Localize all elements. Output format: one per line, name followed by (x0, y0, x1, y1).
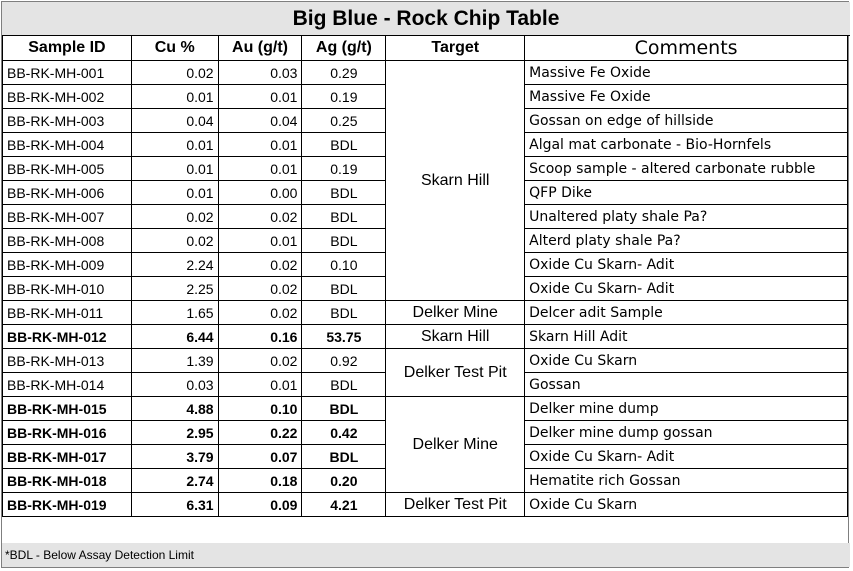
au-cell: 0.01 (218, 373, 302, 397)
au-cell: 0.02 (218, 253, 302, 277)
au-cell: 0.02 (218, 301, 302, 325)
au-cell: 0.10 (218, 397, 302, 421)
sample-id-cell: BB-RK-MH-018 (3, 469, 132, 493)
cu-cell: 0.03 (131, 373, 218, 397)
comment-cell: Alterd platy shale Pa? (525, 229, 848, 253)
target-cell: Delker Mine (386, 397, 525, 493)
comment-cell: Delker mine dump (525, 397, 848, 421)
table-row (3, 61, 848, 85)
cu-cell: 2.24 (131, 253, 218, 277)
header-au: Au (g/t) (218, 36, 302, 61)
sample-id-cell: BB-RK-MH-006 (3, 181, 132, 205)
comment-cell: Oxide Cu Skarn- Adit (525, 277, 848, 301)
table-row (3, 349, 848, 373)
cu-cell: 6.31 (131, 493, 218, 517)
comment-cell: Oxide Cu Skarn (525, 493, 848, 517)
target-cell: Delker Test Pit (386, 349, 525, 397)
au-cell: 0.00 (218, 181, 302, 205)
target-cell: Delker Test Pit (386, 493, 525, 517)
comment-cell: Oxide Cu Skarn (525, 349, 848, 373)
au-cell: 0.03 (218, 61, 302, 85)
table-row (3, 397, 848, 421)
cu-cell: 0.01 (131, 133, 218, 157)
sample-id-cell: BB-RK-MH-005 (3, 157, 132, 181)
cu-cell: 2.95 (131, 421, 218, 445)
target-cell: Skarn Hill (386, 325, 525, 349)
target-cell: Skarn Hill (386, 61, 525, 301)
comment-cell: Skarn Hill Adit (525, 325, 848, 349)
rock-chip-table (2, 35, 848, 517)
sample-id-cell: BB-RK-MH-010 (3, 277, 132, 301)
table-row (3, 325, 848, 349)
cu-cell: 0.02 (131, 205, 218, 229)
header-comments: Comments (525, 36, 848, 61)
table-title: Big Blue - Rock Chip Table (2, 2, 850, 36)
sample-id-cell: BB-RK-MH-019 (3, 493, 132, 517)
header-sample-id: Sample ID (3, 36, 132, 61)
au-cell: 0.18 (218, 469, 302, 493)
sample-id-cell: BB-RK-MH-009 (3, 253, 132, 277)
cu-cell: 4.88 (131, 397, 218, 421)
ag-cell: BDL (302, 133, 386, 157)
ag-cell: BDL (302, 445, 386, 469)
header-row (3, 36, 848, 61)
ag-cell: 0.19 (302, 85, 386, 109)
au-cell: 0.07 (218, 445, 302, 469)
cu-cell: 0.01 (131, 157, 218, 181)
sample-id-cell: BB-RK-MH-004 (3, 133, 132, 157)
au-cell: 0.01 (218, 157, 302, 181)
footnote: *BDL - Below Assay Detection Limit (2, 543, 850, 567)
comment-cell: Algal mat carbonate - Bio-Hornfels (525, 133, 848, 157)
ag-cell: 0.19 (302, 157, 386, 181)
comment-cell: Massive Fe Oxide (525, 61, 848, 85)
ag-cell: 53.75 (302, 325, 386, 349)
au-cell: 0.02 (218, 205, 302, 229)
ag-cell: BDL (302, 301, 386, 325)
cu-cell: 0.01 (131, 85, 218, 109)
ag-cell: 0.10 (302, 253, 386, 277)
sample-id-cell: BB-RK-MH-015 (3, 397, 132, 421)
au-cell: 0.09 (218, 493, 302, 517)
ag-cell: 0.20 (302, 469, 386, 493)
comment-cell: Delcer adit Sample (525, 301, 848, 325)
ag-cell: 0.25 (302, 109, 386, 133)
target-cell: Delker Mine (386, 301, 525, 325)
ag-cell: BDL (302, 205, 386, 229)
cu-cell: 6.44 (131, 325, 218, 349)
au-cell: 0.01 (218, 133, 302, 157)
sample-id-cell: BB-RK-MH-008 (3, 229, 132, 253)
cu-cell: 2.25 (131, 277, 218, 301)
comment-cell: Gossan (525, 373, 848, 397)
comment-cell: Unaltered platy shale Pa? (525, 205, 848, 229)
comment-cell: Scoop sample - altered carbonate rubble (525, 157, 848, 181)
sample-id-cell: BB-RK-MH-007 (3, 205, 132, 229)
comment-cell: Hematite rich Gossan (525, 469, 848, 493)
au-cell: 0.22 (218, 421, 302, 445)
comment-cell: QFP Dike (525, 181, 848, 205)
sample-id-cell: BB-RK-MH-003 (3, 109, 132, 133)
sample-id-cell: BB-RK-MH-011 (3, 301, 132, 325)
comment-cell: Gossan on edge of hillside (525, 109, 848, 133)
ag-cell: BDL (302, 373, 386, 397)
cu-cell: 1.39 (131, 349, 218, 373)
sample-id-cell: BB-RK-MH-014 (3, 373, 132, 397)
comment-cell: Oxide Cu Skarn- Adit (525, 253, 848, 277)
au-cell: 0.01 (218, 85, 302, 109)
comment-cell: Massive Fe Oxide (525, 85, 848, 109)
cu-cell: 0.02 (131, 229, 218, 253)
ag-cell: BDL (302, 397, 386, 421)
header-cu: Cu % (131, 36, 218, 61)
header-target: Target (386, 36, 525, 61)
cu-cell: 2.74 (131, 469, 218, 493)
ag-cell: BDL (302, 277, 386, 301)
table-row (3, 301, 848, 325)
sample-id-cell: BB-RK-MH-013 (3, 349, 132, 373)
cu-cell: 1.65 (131, 301, 218, 325)
cu-cell: 0.01 (131, 181, 218, 205)
cu-cell: 0.04 (131, 109, 218, 133)
ag-cell: 0.29 (302, 61, 386, 85)
ag-cell: BDL (302, 229, 386, 253)
cu-cell: 3.79 (131, 445, 218, 469)
ag-cell: BDL (302, 181, 386, 205)
ag-cell: 4.21 (302, 493, 386, 517)
au-cell: 0.01 (218, 229, 302, 253)
au-cell: 0.04 (218, 109, 302, 133)
au-cell: 0.02 (218, 277, 302, 301)
comment-cell: Delker mine dump gossan (525, 421, 848, 445)
ag-cell: 0.42 (302, 421, 386, 445)
au-cell: 0.16 (218, 325, 302, 349)
table-row (3, 493, 848, 517)
au-cell: 0.02 (218, 349, 302, 373)
sample-id-cell: BB-RK-MH-016 (3, 421, 132, 445)
comment-cell: Oxide Cu Skarn- Adit (525, 445, 848, 469)
ag-cell: 0.92 (302, 349, 386, 373)
sample-id-cell: BB-RK-MH-012 (3, 325, 132, 349)
cu-cell: 0.02 (131, 61, 218, 85)
sample-id-cell: BB-RK-MH-017 (3, 445, 132, 469)
sample-id-cell: BB-RK-MH-001 (3, 61, 132, 85)
rock-chip-table-frame (1, 1, 849, 568)
header-ag: Ag (g/t) (302, 36, 386, 61)
sample-id-cell: BB-RK-MH-002 (3, 85, 132, 109)
